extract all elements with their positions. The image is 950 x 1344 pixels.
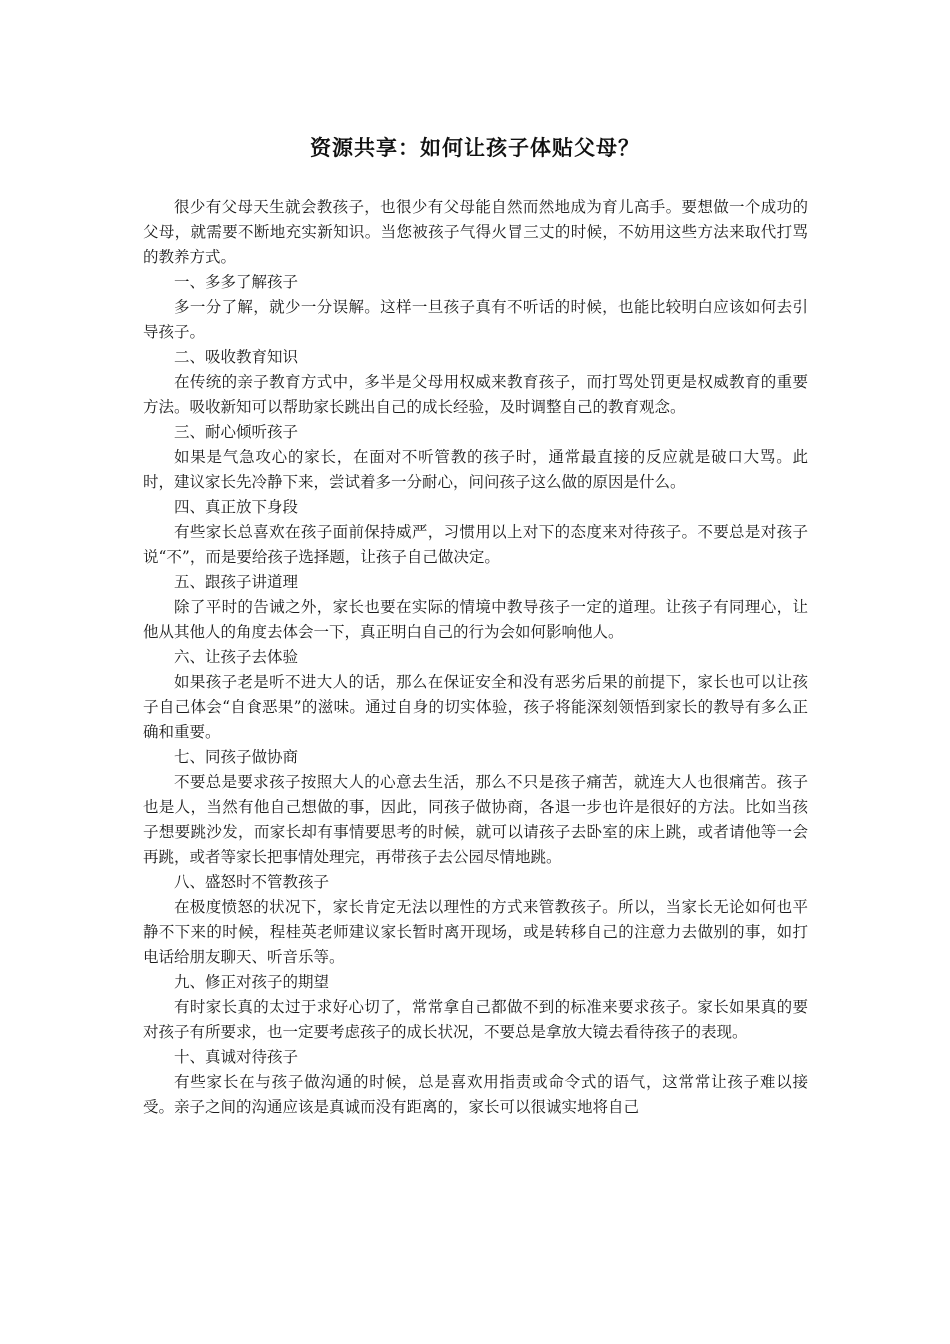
section-heading: 一、多多了解孩子 bbox=[174, 273, 299, 291]
body-paragraph: 在传统的亲子教育方式中，多半是父母用权威来教育孩子，而打骂处罚更是权威教育的重要方法。吸收新知可以帮助家长跳出自己的成长经验，及时调整自己的教育观念。 bbox=[143, 373, 808, 416]
section-heading: 二、吸收教育知识 bbox=[174, 348, 299, 366]
body-paragraph: 多一分了解，就少一分误解。这样一旦孩子真有不听话的时候，也能比较明白应该如何去引导孩子。 bbox=[143, 298, 808, 341]
section-heading: 三、耐心倾听孩子 bbox=[174, 423, 299, 441]
body-paragraph: 不要总是要求孩子按照大人的心意去生活，那么不只是孩子痛苦，就连大人也很痛苦。孩子也是人，当然有他自己想做的事，因此，同孩子做协商，各退一步也许是很好的方法。比如当孩子想要跳沙发，而家长却有事情要思考的时候，就可以请孩子去卧室的床上跳，或者请他等一会再跳，或者等家长把事情处理完，再带孩子去公园尽情地跳。 bbox=[143, 773, 808, 866]
section-heading: 十、真诚对待孩子 bbox=[174, 1048, 299, 1066]
body-paragraph: 有时家长真的太过于求好心切了，常常拿自己都做不到的标准来要求孩子。家长如果真的要对孩子有所要求，也一定要考虑孩子的成长状况，不要总是拿放大镜去看待孩子的表现。 bbox=[143, 998, 808, 1041]
section-heading: 八、盛怒时不管教孩子 bbox=[174, 873, 330, 891]
section-heading: 四、真正放下身段 bbox=[174, 498, 299, 516]
document-title: 资源共享：如何让孩子体贴父母？ bbox=[310, 136, 640, 160]
body-paragraph: 如果是气急攻心的家长，在面对不听管教的孩子时，通常最直接的反应就是破口大骂。此时，建议家长先冷静下来，尝试着多一分耐心，问问孩子这么做的原因是什么。 bbox=[143, 448, 808, 491]
body-paragraph: 在极度愤怒的状况下，家长肯定无法以理性的方式来管教孩子。所以，当家长无论如何也平静不下来的时候，程桂英老师建议家长暂时离开现场，或是转移自己的注意力去做别的事，如打电话给朋友聊天、听音乐等。 bbox=[143, 898, 808, 966]
intro-paragraph: 很少有父母天生就会教孩子，也很少有父母能自然而然地成为育儿高手。要想做一个成功的父母，就需要不断地充实新知识。当您被孩子气得火冒三丈的时候，不妨用这些方法来取代打骂的教养方式。 bbox=[143, 198, 808, 266]
section-heading: 五、跟孩子讲道理 bbox=[174, 573, 299, 591]
body-paragraph: 有些家长在与孩子做沟通的时候，总是喜欢用指责或命令式的语气，这常常让孩子难以接受。亲子之间的沟通应该是真诚而没有距离的，家长可以很诚实地将自己 bbox=[143, 1073, 808, 1116]
section-heading: 六、让孩子去体验 bbox=[174, 648, 299, 666]
body-paragraph: 如果孩子老是听不进大人的话，那么在保证安全和没有恶劣后果的前提下，家长也可以让孩子自己体会“自食恶果”的滋味。通过自身的切实体验，孩子将能深刻领悟到家长的教导有多么正确和重要。 bbox=[143, 673, 808, 741]
body-paragraph: 除了平时的告诫之外，家长也要在实际的情境中教导孩子一定的道理。让孩子有同理心，让他从其他人的角度去体会一下，真正明白自己的行为会如何影响他人。 bbox=[143, 598, 808, 641]
document-body bbox=[143, 195, 808, 1120]
section-heading: 九、修正对孩子的期望 bbox=[174, 973, 330, 991]
section-heading: 七、同孩子做协商 bbox=[174, 748, 299, 766]
body-paragraph: 有些家长总喜欢在孩子面前保持威严，习惯用以上对下的态度来对待孩子。不要总是对孩子说“不”，而是要给孩子选择题，让孩子自己做决定。 bbox=[143, 523, 808, 566]
